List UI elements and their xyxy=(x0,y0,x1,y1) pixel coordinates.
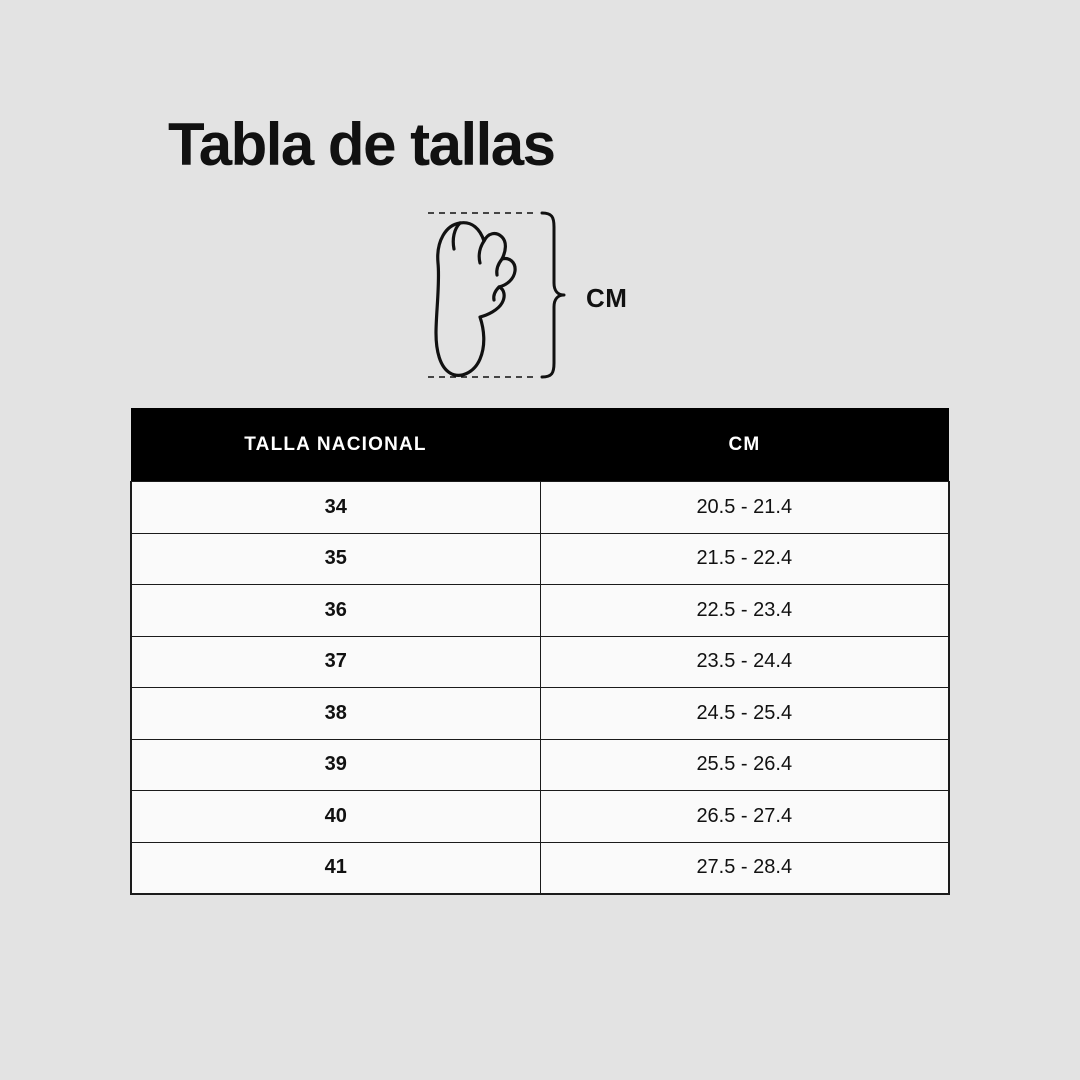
cell-cm: 27.5 - 28.4 xyxy=(540,842,949,894)
foot-measure-diagram xyxy=(410,205,670,395)
cell-cm: 23.5 - 24.4 xyxy=(540,636,949,688)
cell-size: 35 xyxy=(131,533,540,585)
cell-size: 39 xyxy=(131,739,540,791)
table-row xyxy=(131,585,949,637)
table-row xyxy=(131,533,949,585)
size-table-body xyxy=(131,482,949,895)
cell-size: 36 xyxy=(131,585,540,637)
cell-size: 40 xyxy=(131,791,540,843)
table-row xyxy=(131,739,949,791)
table-row xyxy=(131,482,949,534)
page-title: Tabla de tallas xyxy=(168,111,555,178)
table-row xyxy=(131,842,949,894)
column-header-talla-nacional: TALLA NACIONAL xyxy=(131,408,540,482)
size-table-container xyxy=(130,408,950,895)
size-table-head xyxy=(131,408,949,482)
cell-size: 34 xyxy=(131,482,540,534)
column-header-cm: CM xyxy=(540,408,949,482)
cell-cm: 22.5 - 23.4 xyxy=(540,585,949,637)
cell-size: 38 xyxy=(131,688,540,740)
cell-size: 41 xyxy=(131,842,540,894)
cell-size: 37 xyxy=(131,636,540,688)
brace-icon xyxy=(542,213,564,377)
table-row xyxy=(131,688,949,740)
footprint-icon xyxy=(436,223,515,376)
table-header-row xyxy=(131,408,949,482)
cell-cm: 24.5 - 25.4 xyxy=(540,688,949,740)
cm-measure-label: CM xyxy=(586,283,628,313)
cell-cm: 20.5 - 21.4 xyxy=(540,482,949,534)
cell-cm: 26.5 - 27.4 xyxy=(540,791,949,843)
table-row xyxy=(131,791,949,843)
cell-cm: 21.5 - 22.4 xyxy=(540,533,949,585)
cell-cm: 25.5 - 26.4 xyxy=(540,739,949,791)
size-table xyxy=(130,408,950,895)
table-row xyxy=(131,636,949,688)
